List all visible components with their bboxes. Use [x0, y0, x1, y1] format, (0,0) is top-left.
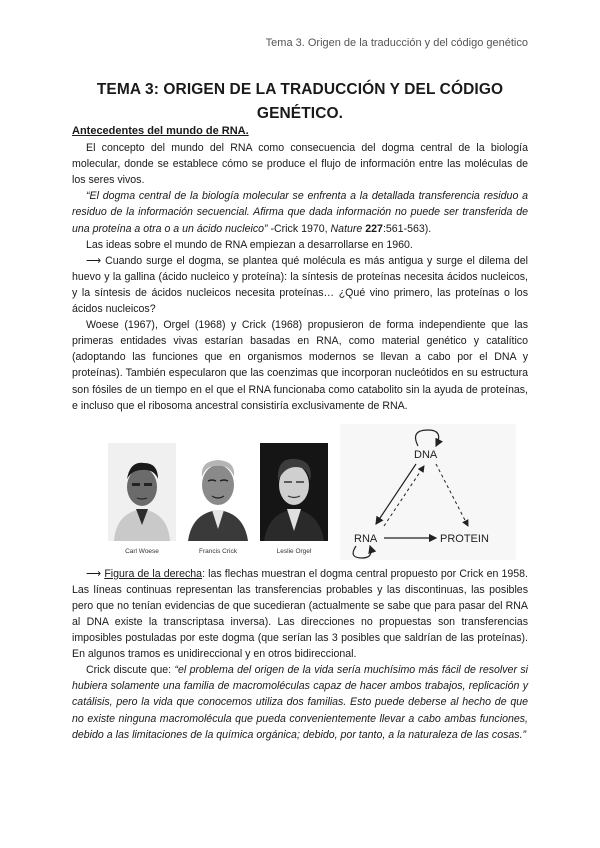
arrow-glyph: ⟶	[86, 567, 105, 580]
paragraph-1960: Las ideas sobre el mundo de RNA empiezan a desarrollarse en 1960.	[86, 238, 413, 251]
portrait-group	[108, 443, 328, 560]
paragraph-crick	[72, 662, 528, 742]
paragraph-intro: El concepto del mundo del RNA como consecuencia del dogma central de la biología molecular, donde se establece cómo se produce el flujo de información entre las moléculas de los seres vivos.	[72, 142, 528, 187]
diagram-rna-label: RNA	[354, 532, 378, 545]
caption-crick: Francis Crick	[199, 547, 237, 555]
quote-volume: 227	[362, 222, 383, 235]
crick-quote: “el problema del origen de la vida sería muchísimo más fácil de resolver si hubiera solamente una familia de macromoléculas capaz de hacer ambos trabajos, replicación y catálisis, pero la vida que conocemos utiliza dos familias. Esto puede deberse al hecho de que no existe ninguna macromolécula que pueda convenientemente llevar a cabo ambas funciones, debido a las limitaciones de la química orgánica; debido, por tanto, a la naturaleza de las cosas.”	[72, 664, 529, 741]
paragraph-dilemma: ⟶ Cuando surge el dogma, se plantea qué molécula es más antigua y surge el dilema del huevo y la gallina (ácido nucleico y proteína): la síntesis de proteínas necesita ácidos nucleicos, y la síntesis de ácidos nucleicos necesita proteínas… ¿Qué vino primero, las proteínas o los ácidos nucleicos?	[72, 254, 528, 316]
paragraph-figure	[72, 566, 528, 663]
quote-ref: -Crick 1970,	[267, 222, 331, 235]
portrait-woese	[108, 443, 176, 560]
quote-text: “El dogma central de la biología molecular se enfrenta a la detallada transferencia residuo a residuo de la información secuencial. Afirma que dada información no puede ser transferida de una proteína a otra o a un ácido nucleico”	[72, 190, 528, 235]
figure-description: : las flechas muestran el dogma central propuesto por Crick en 1958. Las líneas continuas representan las transferencias probables y las discontinuas, las posibles pero que no tenían evidencias de que sucedieran (actualmente se sabe que para pasar del RNA al DNA existe la transcriptasa inversa). Las direcciones no propuestas son transferencias imposibles postuladas por este dogma (que serían las 3 posibles que saldrían de las proteínas). En algunos tramos es unidireccional y en otros bidireccional.	[72, 567, 528, 661]
portrait-orgel-image	[260, 443, 328, 541]
crick-intro: Crick discute que:	[86, 664, 175, 677]
page-title: TEMA 3: ORIGEN DE LA TRADUCCIÓN Y DEL CÓDIGO GENÉTICO.	[96, 81, 504, 122]
running-header: Tema 3. Origen de la traducción y del código genético	[265, 37, 528, 49]
caption-orgel: Leslie Orgel	[276, 547, 312, 555]
portrait-orgel	[260, 443, 328, 560]
quote-journal: Nature	[330, 222, 363, 235]
portrait-crick-image	[184, 443, 252, 541]
portrait-woese-image	[108, 443, 176, 541]
diagram-dna-label: DNA	[414, 448, 438, 461]
portrait-crick	[184, 443, 252, 560]
diagram-protein-label: PROTEIN	[440, 532, 489, 545]
quote-pages: :561-563).	[382, 222, 432, 235]
paragraph-quote	[72, 188, 528, 236]
section-heading: Antecedentes del mundo de RNA.	[72, 125, 249, 137]
central-dogma-diagram	[340, 424, 516, 560]
figure-row	[108, 424, 528, 560]
figure-reference: Figura de la derecha	[104, 567, 203, 580]
paragraph-proposals: Woese (1967), Orgel (1968) y Crick (1968) propusieron de forma independiente que las primeras entidades vivas estarían basadas en RNA, como material genético y catalítico (adoptando las funciones que en organismos modernos se llevan a cabo por el DNA y proteínas). También especularon que las coenzimas que incorporan nucleótidos en su estructura son fósiles de un tiempo en el que el RNA funcionaba como catabolito sin la ayuda de proteínas, e incluso que el ribosoma ancestral consistiría exclusivamente de RNA.	[72, 319, 528, 412]
document-body	[72, 123, 528, 743]
caption-woese: Carl Woese	[125, 547, 159, 555]
